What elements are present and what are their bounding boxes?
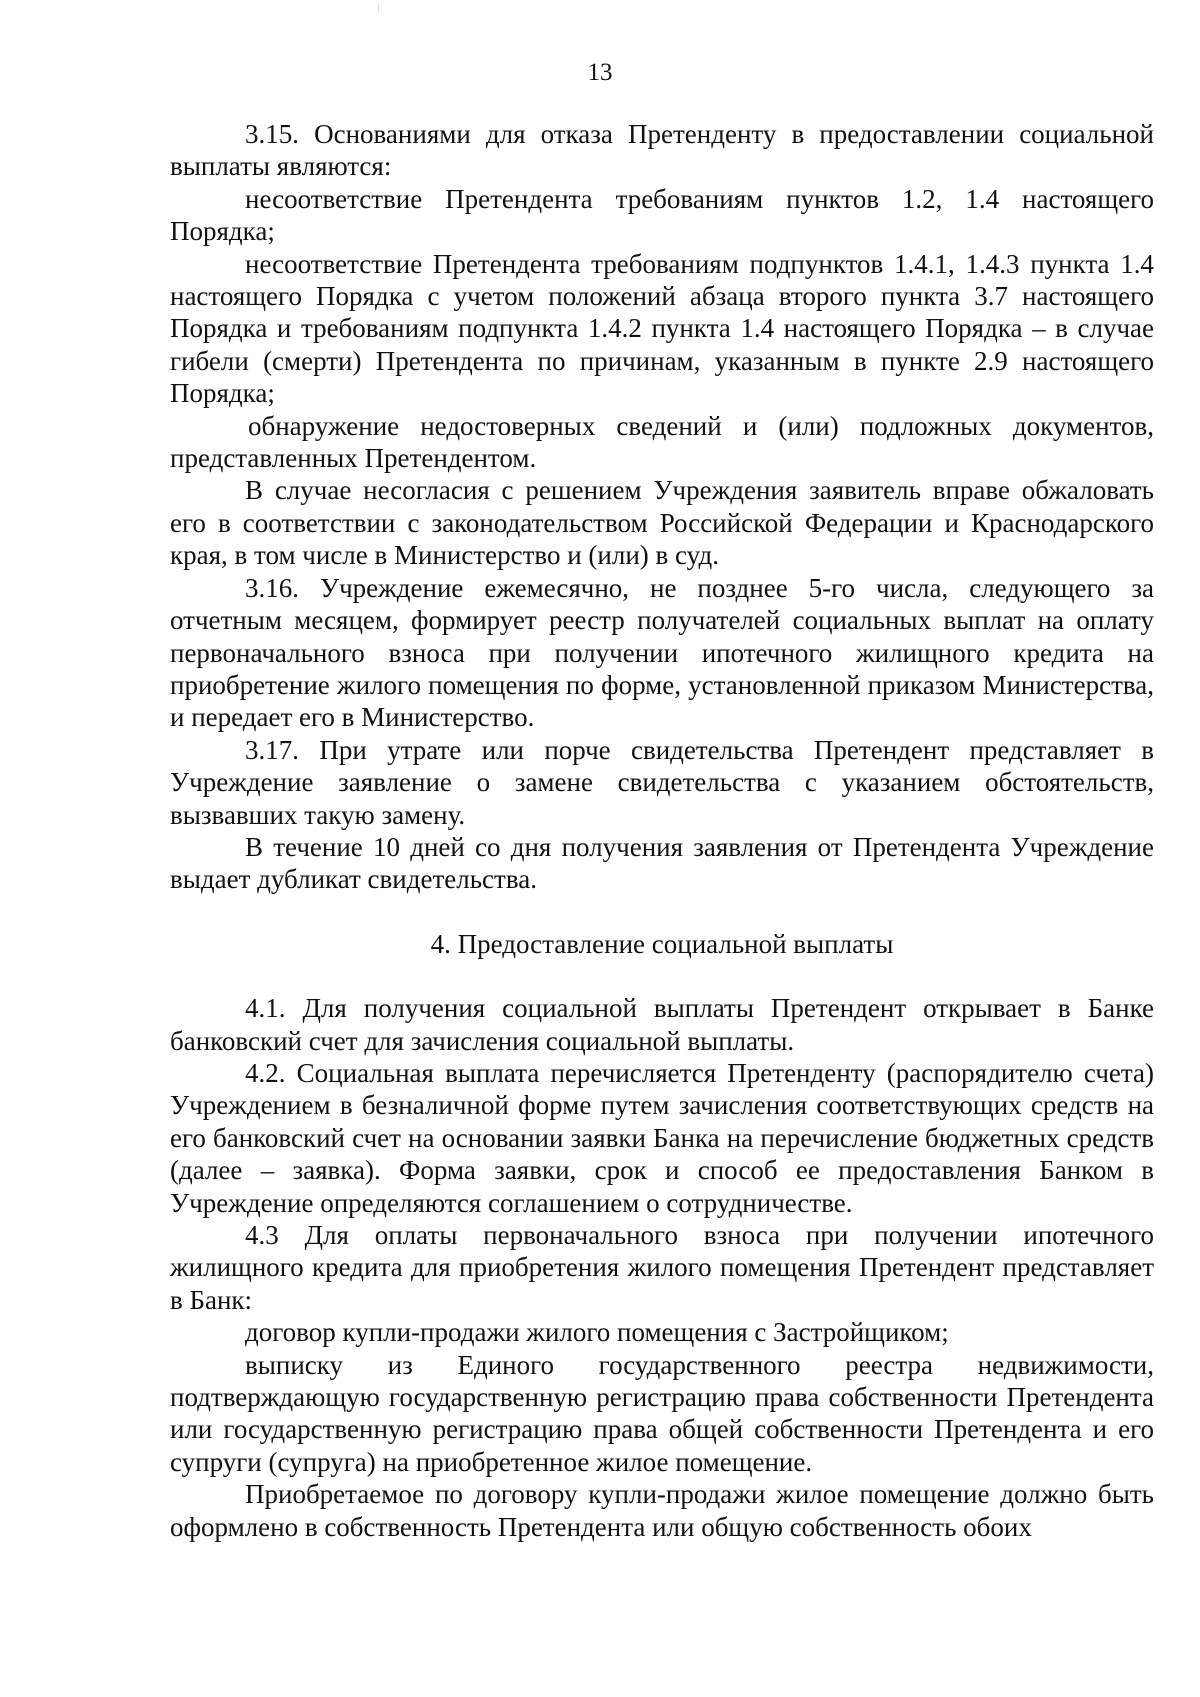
page-number: 13	[587, 59, 613, 86]
paragraph-contract: договор купли-продажи жилого помещения с Застройщиком;	[245, 1317, 949, 1348]
paragraph-4-3: 4.3 Для оплаты первоначального взноса при получении ипотечного жилищного кредита для приобретения жилого помещения Претендент представляет в Банк:	[170, 1220, 1154, 1315]
paragraph-appeal: В случае несогласия с решением Учреждения заявитель вправе обжаловать его в соответствии с законодательством Российской Федерации и Краснодарского края, в том числе в Министерство и (или) в суд.	[170, 475, 1154, 571]
scan-mark	[378, 4, 379, 12]
paragraph-registry-extract: выписку из Единого государственного реестра недвижимости, подтверждающую государственную регистрацию права собственности Претендента или государственную регистрацию права общей собственности Претендента и его супруги (супруга) на приобретенное жилое помещение.	[170, 1349, 1154, 1477]
paragraph-refusal-reason-1: несоответствие Претендента требованиям пунктов 1.2, 1.4 настоящего Порядка;	[170, 183, 1154, 247]
paragraph-3-16: 3.16. Учреждение ежемесячно, не позднее 5-го числа, следующего за отчетным месяцем, формирует реестр получателей социальных выплат на оплату первоначального взноса при получении ипотечного жилищного кредита на приобретение жилого помещения по форме, установленной приказом Министерства, и передает его в Министерство.	[170, 572, 1154, 733]
paragraph-ownership: Приобретаемое по договору купли-продажи жилое помещение должно быть оформлено в собственность Претендента или общую собственность обоих	[170, 1479, 1154, 1542]
paragraph-4-2: 4.2. Социальная выплата перечисляется Претенденту (распорядителю счета) Учреждением в безналичной форме путем зачисления соответствующих средств на его банковский счет на основании заявки Банка на перечисление бюджетных средств (далее – заявка). Форма заявки, срок и способ ее предоставления Банком в Учреждение определяются соглашением о сотрудничестве.	[170, 1057, 1154, 1218]
paragraph-3-17: 3.17. При утрате или порче свидетельства Претендент представляет в Учреждение заявление о замене свидетельства с указанием обстоятельств, вызвавших такую замену.	[170, 734, 1154, 830]
paragraph-3-15: 3.15. Основаниями для отказа Претенденту в предоставлении социальной выплаты являются:	[170, 119, 1154, 182]
document-body	[170, 118, 1154, 1543]
paragraph-duplicate: В течение 10 дней со дня получения заявления от Претендента Учреждение выдает дубликат свидетельства.	[170, 831, 1154, 895]
section-heading: 4. Предоставление социальной выплаты	[430, 928, 894, 959]
paragraph-refusal-reason-3: обнаружение недостоверных сведений и (или) подложных документов, представленных Претендентом.	[170, 410, 1154, 474]
paragraph-refusal-reason-2: несоответствие Претендента требованиям подпунктов 1.4.1, 1.4.3 пункта 1.4 настоящего Порядка с учетом положений абзаца второго пункта 3.7 настоящего Порядка и требованиям подпункта 1.4.2 пункта 1.4 настоящего Порядка – в случае гибели (смерти) Претендента по причинам, указанным в пункте 2.9 настоящего Порядка;	[170, 248, 1154, 409]
paragraph-4-1: 4.1. Для получения социальной выплаты Претендент открывает в Банке банковский счет для зачисления социальной выплаты.	[170, 993, 1154, 1056]
